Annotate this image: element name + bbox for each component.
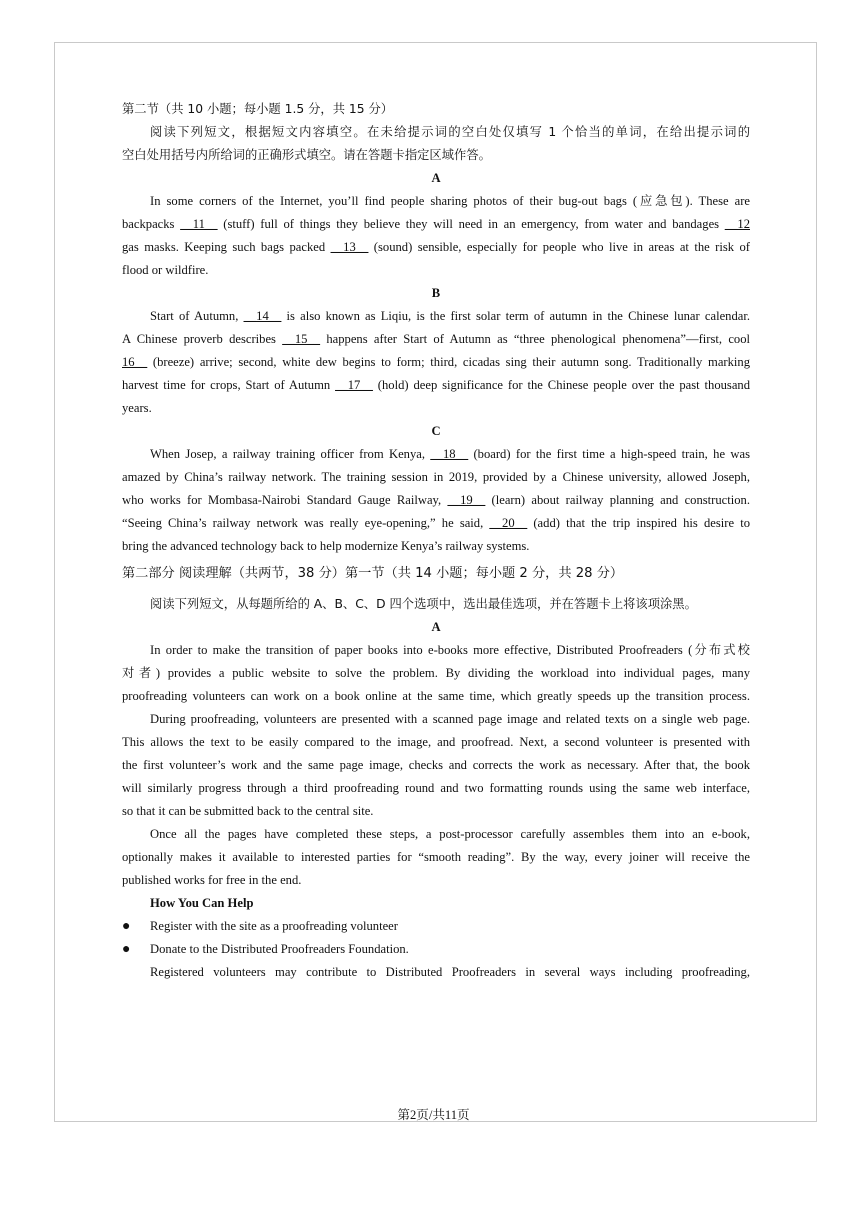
passage-b-line: Start of Autumn, __14__ is also known as Liqiu, is the first solar term of autumn in the Chinese lunar calendar.	[150, 309, 750, 323]
reading-a-heading: A	[431, 620, 441, 634]
reading-a-line: the first volunteer’s work and the same page image, checks and corrects the work as necessary. After that, the book	[122, 758, 750, 772]
blank-17: __17__	[335, 378, 373, 392]
reading-a-line: proofreading volunteers can work on a book online at the same time, which greatly speeds up the transition process.	[122, 689, 750, 703]
reading-a-line: Registered volunteers may contribute to Distributed Proofreaders in several ways including proofreading,	[150, 965, 750, 979]
bullet-item: ● Register with the site as a proofreading volunteer	[122, 915, 750, 938]
passage-c-line: amazed by China’s railway network. The training session in 2019, provided by a Chinese university, allowed Joseph,	[122, 470, 750, 484]
reading-a-line: This allows the text to be easily compared to the image, and proofread. Next, a second volunteer is presented with	[122, 735, 750, 749]
instructions-line-1: 阅读下列短文，根据短文内容填空。在未给提示词的空白处仅填写 1 个恰当的单词，在给出提示词的	[150, 125, 750, 139]
passage-c-line: who works for Mombasa-Nairobi Standard Gauge Railway, __19__ (learn) about railway planning and construction.	[122, 493, 750, 507]
bullet-dot-icon: ●	[122, 942, 131, 957]
help-heading: How You Can Help	[150, 896, 254, 910]
passage-b-line: harvest time for crops, Start of Autumn __17__ (hold) deep significance for the Chinese people over the past thousand	[122, 378, 750, 392]
instructions-line-2: 空白处用括号内所给词的正确形式填空。请在答题卡指定区域作答。	[122, 148, 491, 162]
passage-a-line: gas masks. Keeping such bags packed __13__ (sound) sensible, especially for people who live in areas at the risk of	[122, 240, 750, 254]
reading-a-line: will similarly progress through a third proofreading round and two formatting rounds using the same web interface,	[122, 781, 750, 795]
passage-a-heading: A	[431, 171, 441, 185]
page-content	[122, 98, 750, 984]
blank-13: __13__	[330, 240, 369, 254]
blank-14: __14__	[243, 309, 282, 323]
part2-instructions: 阅读下列短文，从每题所给的 A、B、C、D 四个选项中，选出最佳选项，并在答题卡上将该项涂黑。	[150, 597, 697, 611]
passage-b-heading: B	[431, 286, 441, 300]
blank-20: __20__	[489, 516, 528, 530]
blank-19: __19__	[447, 493, 486, 507]
reading-a-line: 对者) provides a public website to solve the problem. By dividing the workload into individual pages, many	[122, 666, 750, 680]
passage-c-line: When Josep, a railway training officer from Kenya, __18__ (board) for the first time a high-speed train, he was	[150, 447, 750, 461]
section-header: 第二节（共 10 小题；每小题 1.5 分，共 15 分）	[122, 102, 394, 116]
bullet-dot-icon: ●	[122, 919, 131, 934]
reading-a-line: In order to make the transition of paper books into e-books more effective, Distributed Proofreaders (分布式校	[150, 643, 750, 657]
reading-a-line: so that it can be submitted back to the central site.	[122, 804, 374, 818]
passage-c-heading: C	[431, 424, 441, 438]
passage-a-line: In some corners of the Internet, you’ll find people sharing photos of their bug-out bags (应急包). These are	[150, 194, 750, 208]
part2-header: 第二部分 阅读理解（共两节，38 分）第一节（共 14 小题；每小题 2 分，共 28 分）	[122, 566, 624, 581]
reading-a-line: published works for free in the end.	[122, 873, 302, 887]
blank-11: __11__	[180, 217, 218, 231]
passage-b-line: 16__ (breeze) arrive; second, white dew begins to form; third, cicadas sing their autumn song. Traditionally marking	[122, 355, 750, 369]
passage-a-line: backpacks __11__ (stuff) full of things they believe they will need in an emergency, from water and bandages __12	[122, 217, 750, 231]
passage-b-line: years.	[122, 401, 152, 415]
passage-a-line: flood or wildfire.	[122, 263, 209, 277]
passage-b-line: A Chinese proverb describes __15__ happens after Start of Autumn as “three phenological phenomena”—first, cool	[122, 332, 750, 346]
page-footer: 第2页/共11页	[397, 1108, 470, 1122]
blank-16: 16__	[122, 355, 148, 369]
reading-a-line: During proofreading, volunteers are presented with a scanned page image and related texts on a single web page.	[150, 712, 750, 726]
bullet-item: ● Donate to the Distributed Proofreaders Foundation.	[122, 938, 750, 961]
blank-12: __12	[724, 217, 750, 231]
passage-c-line: “Seeing China’s railway network was really eye-opening,” he said, __20__ (add) that the trip inspired his desire to	[122, 516, 750, 530]
reading-a-line: optionally makes it available to interested parties for “smooth reading”. By the way, every joiner will receive the	[122, 850, 750, 864]
reading-a-line: Once all the pages have completed these steps, a post-processor carefully assembles them into an e-book,	[150, 827, 750, 841]
blank-15: __15__	[282, 332, 321, 346]
passage-c-line: bring the advanced technology back to help modernize Kenya’s railway systems.	[122, 539, 530, 553]
blank-18: __18__	[430, 447, 469, 461]
